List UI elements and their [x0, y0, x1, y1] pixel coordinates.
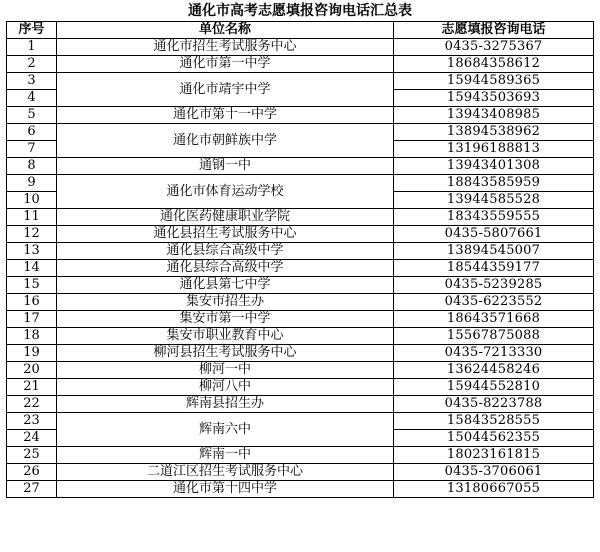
- table-row: [7, 413, 594, 430]
- row-index: 3: [7, 73, 57, 90]
- row-phone: 18544359177: [394, 260, 594, 277]
- row-unit: 柳河一中: [57, 362, 394, 379]
- row-unit: 通化市体育运动学校: [57, 175, 394, 209]
- row-unit: 辉南县招生办: [57, 396, 394, 413]
- row-phone: 13180667055: [394, 481, 594, 498]
- row-unit: 通化市朝鲜族中学: [57, 124, 394, 158]
- row-phone: 18684358612: [394, 56, 594, 73]
- row-phone: 18643571668: [394, 311, 594, 328]
- table-row: [7, 175, 594, 192]
- table-row: [7, 56, 594, 73]
- row-index: 11: [7, 209, 57, 226]
- row-unit: 柳河县招生考试服务中心: [57, 345, 394, 362]
- table-row: [7, 328, 594, 345]
- header-phone: 志愿填报咨询电话: [394, 22, 594, 39]
- table-row: [7, 447, 594, 464]
- row-unit: 通化县综合高级中学: [57, 260, 394, 277]
- row-phone: 15044562355: [394, 430, 594, 447]
- table-row: [7, 73, 594, 90]
- table-row: [7, 226, 594, 243]
- row-unit: 通化市第十一中学: [57, 107, 394, 124]
- row-index: 14: [7, 260, 57, 277]
- row-unit: 通化县综合高级中学: [57, 243, 394, 260]
- row-index: 19: [7, 345, 57, 362]
- row-phone: 0435-3706061: [394, 464, 594, 481]
- row-unit: 通化县第七中学: [57, 277, 394, 294]
- row-phone: 15944552810: [394, 379, 594, 396]
- table-row: [7, 260, 594, 277]
- row-index: 7: [7, 141, 57, 158]
- table-row: [7, 396, 594, 413]
- header-index: 序号: [7, 22, 57, 39]
- row-index: 23: [7, 413, 57, 430]
- row-index: 20: [7, 362, 57, 379]
- contact-table: [6, 21, 594, 498]
- row-unit: 辉南六中: [57, 413, 394, 447]
- table-row: [7, 379, 594, 396]
- row-index: 21: [7, 379, 57, 396]
- row-unit: 通化市第一中学: [57, 56, 394, 73]
- row-index: 10: [7, 192, 57, 209]
- row-index: 25: [7, 447, 57, 464]
- row-phone: 15943503693: [394, 90, 594, 107]
- row-phone: 13944585528: [394, 192, 594, 209]
- row-phone: 13943408985: [394, 107, 594, 124]
- row-index: 1: [7, 39, 57, 56]
- table-row: [7, 277, 594, 294]
- row-phone: 0435-8223788: [394, 396, 594, 413]
- table-row: [7, 311, 594, 328]
- row-index: 8: [7, 158, 57, 175]
- row-phone: 18843585959: [394, 175, 594, 192]
- row-unit: 集安市招生办: [57, 294, 394, 311]
- table-row: [7, 481, 594, 498]
- row-index: 24: [7, 430, 57, 447]
- table-row: [7, 107, 594, 124]
- row-unit: 通钢一中: [57, 158, 394, 175]
- row-phone: 13943401308: [394, 158, 594, 175]
- row-phone: 13624458246: [394, 362, 594, 379]
- table-row: [7, 464, 594, 481]
- table-row: [7, 243, 594, 260]
- row-unit: 通化县招生考试服务中心: [57, 226, 394, 243]
- row-unit: 柳河八中: [57, 379, 394, 396]
- row-unit: 集安市职业教育中心: [57, 328, 394, 345]
- row-index: 12: [7, 226, 57, 243]
- table-row: [7, 124, 594, 141]
- row-index: 5: [7, 107, 57, 124]
- table-row: [7, 39, 594, 56]
- table-row: [7, 362, 594, 379]
- row-unit: 集安市第一中学: [57, 311, 394, 328]
- row-index: 27: [7, 481, 57, 498]
- row-index: 16: [7, 294, 57, 311]
- table-row: [7, 209, 594, 226]
- row-index: 26: [7, 464, 57, 481]
- row-phone: 13894538962: [394, 124, 594, 141]
- row-phone: 0435-5807661: [394, 226, 594, 243]
- row-phone: 13196188813: [394, 141, 594, 158]
- row-index: 9: [7, 175, 57, 192]
- header-unit: 单位名称: [57, 22, 394, 39]
- row-phone: 0435-7213330: [394, 345, 594, 362]
- header-row: [7, 22, 594, 39]
- row-phone: 0435-5239285: [394, 277, 594, 294]
- row-index: 13: [7, 243, 57, 260]
- row-phone: 15567875088: [394, 328, 594, 345]
- row-unit: 辉南一中: [57, 447, 394, 464]
- row-unit: 通化市靖宇中学: [57, 73, 394, 107]
- table-row: [7, 158, 594, 175]
- table-title: 通化市高考志愿填报咨询电话汇总表: [188, 3, 412, 19]
- row-phone: 13894545007: [394, 243, 594, 260]
- row-index: 4: [7, 90, 57, 107]
- table-row: [7, 294, 594, 311]
- row-phone: 15843528555: [394, 413, 594, 430]
- row-unit: 通化医药健康职业学院: [57, 209, 394, 226]
- row-phone: 15944589365: [394, 73, 594, 90]
- table-row: [7, 345, 594, 362]
- row-index: 15: [7, 277, 57, 294]
- row-index: 2: [7, 56, 57, 73]
- row-index: 17: [7, 311, 57, 328]
- row-unit: 通化市第十四中学: [57, 481, 394, 498]
- row-index: 22: [7, 396, 57, 413]
- row-phone: 0435-6223552: [394, 294, 594, 311]
- row-phone: 18023161815: [394, 447, 594, 464]
- row-phone: 0435-3275367: [394, 39, 594, 56]
- row-index: 18: [7, 328, 57, 345]
- row-unit: 二道江区招生考试服务中心: [57, 464, 394, 481]
- row-index: 6: [7, 124, 57, 141]
- row-phone: 18343559555: [394, 209, 594, 226]
- row-unit: 通化市招生考试服务中心: [57, 39, 394, 56]
